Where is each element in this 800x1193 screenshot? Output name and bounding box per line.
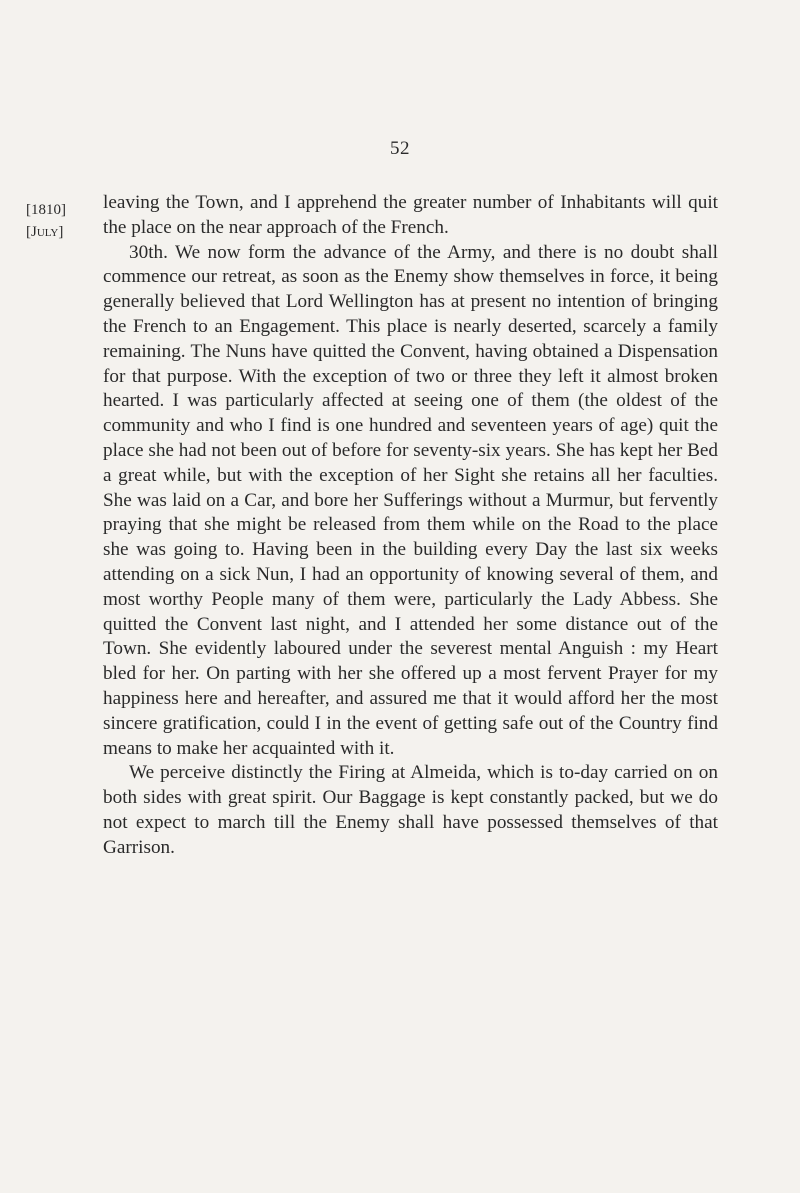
page-number: 52: [390, 138, 410, 159]
paragraph-1: leaving the Town, and I apprehend the greater number of Inhabitants will quit the place on the near approach of the French.: [103, 192, 718, 238]
margin-note-year: [1810]: [26, 202, 66, 218]
margin-note-month: [July]: [26, 224, 64, 240]
paragraph-2: 30th. We now form the advance of the Army, and there is no doubt shall commence our retreat, as soon as the Enemy show themselves in force, it being generally believed that Lord Wellington has at present no intention of bringing the French to an Engagement. This place is nearly deserted, scarcely a family remaining. The Nuns have quitted the Convent, having obtained a Dispensation for that purpose. With the exception of two or three they left it almost broken hearted. I was particularly affected at seeing one of them (the oldest of the community and who I find is one hundred and seventeen years of age) quit the place she had not been out of before for seventy-six years. She has kept her Bed a great while, but with the exception of her Sight she retains all her faculties. She was laid on a Car, and bore her Sufferings without a Murmur, but fervently praying that she might be released from them while on the Road to the place she was going to. Having been in the building every Day the last six weeks attending on a sick Nun, I had an opportunity of knowing several of them, and most worthy People many of them were, particularly the Lady Abbess. She quitted the Convent last night, and I attended her some distance out of the Town. She evidently laboured under the severest mental Anguish : my Heart bled for her. On parting with her she offered up a most fervent Prayer for my happiness here and hereafter, and assured me that it would afford her the most sincere gratification, could I in the event of getting safe out of the Country find means to make her acquainted with it.: [103, 241, 718, 759]
paragraph-3: We perceive distinctly the Firing at Almeida, which is to-day carried on on both sides with great spirit. Our Baggage is kept constantly packed, but we do not expect to march till the Enemy shall have possessed themselves of that Garrison.: [103, 762, 718, 858]
text-body: [103, 191, 718, 861]
